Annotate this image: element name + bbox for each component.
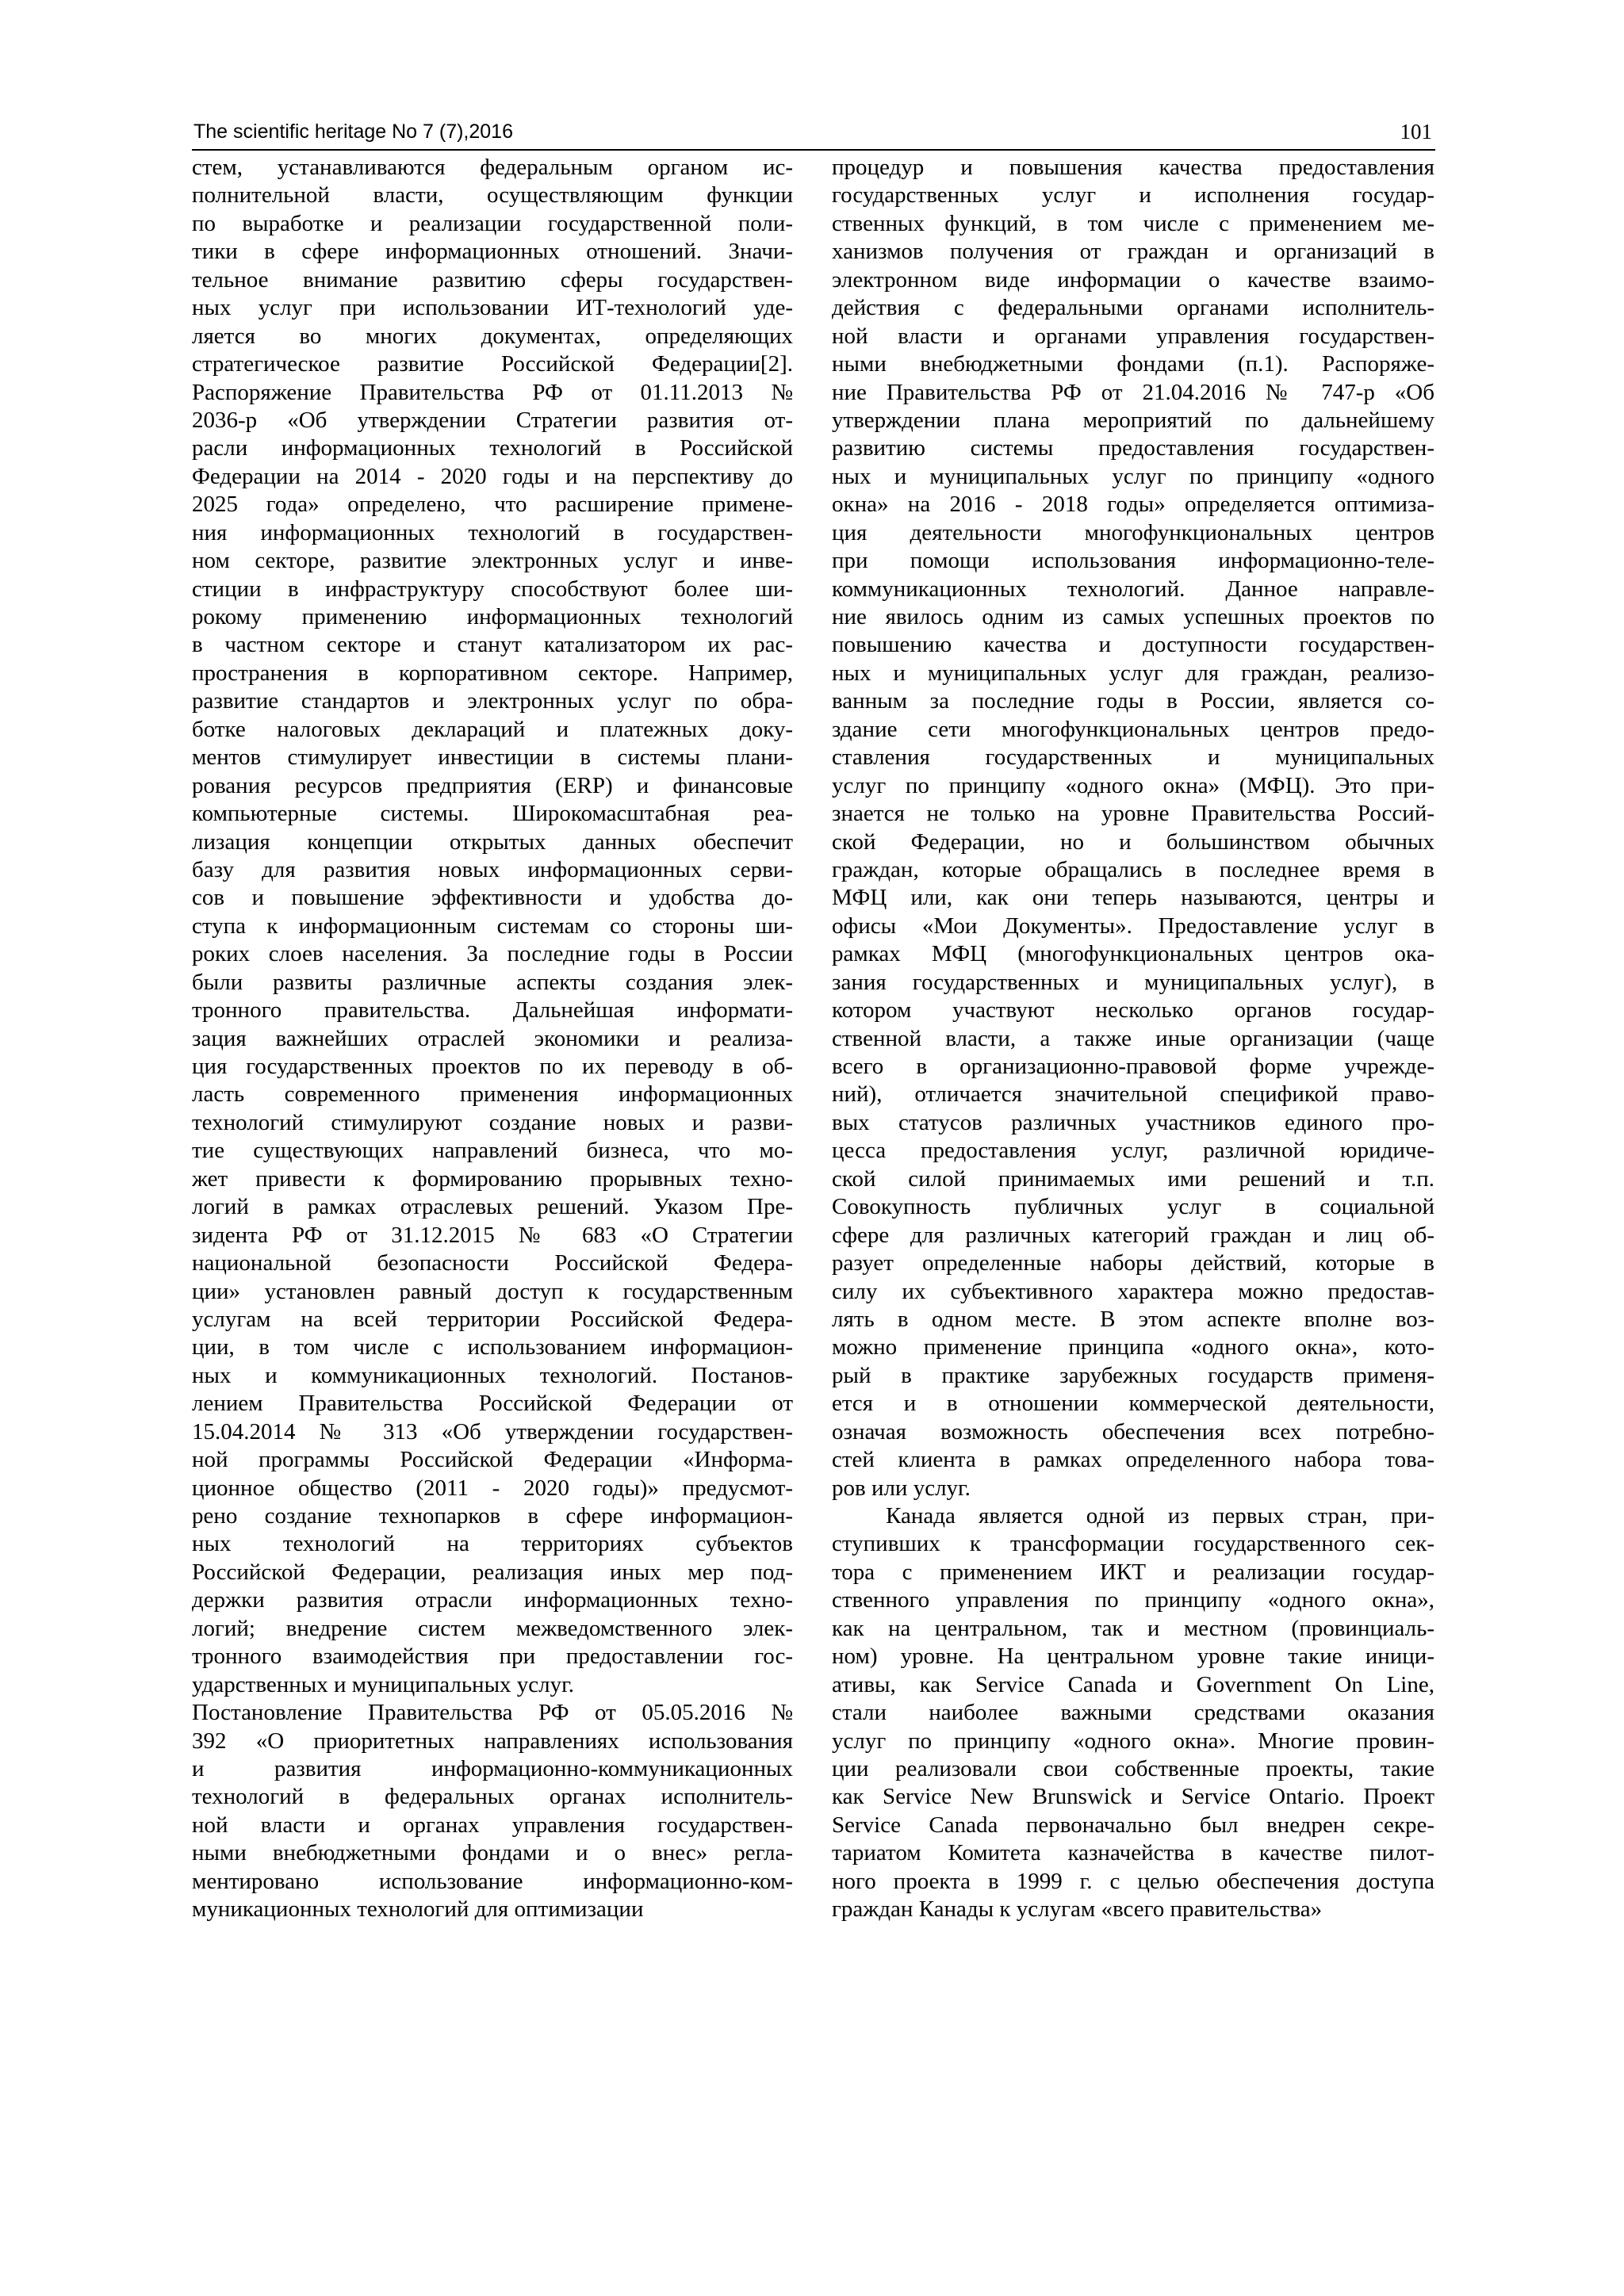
text-line: процедур и повышения качества предоставления	[832, 155, 1434, 180]
text-line: окна» на 2016 - 2018 годы» определяется оптимиза-	[832, 492, 1434, 518]
text-line: граждан Канады к услугам «всего правительства»	[832, 1896, 1323, 1923]
text-line: ной власти и органах управления государствен-	[192, 1812, 793, 1838]
text-line: Совокупность публичных услуг в социальной	[832, 1194, 1434, 1220]
text-line: в частном секторе и станут катализатором их рас-	[192, 632, 793, 658]
text-line: ном) уровне. На центральном уровне такие иници-	[832, 1644, 1434, 1670]
text-line: расли информационных технологий в Российской	[192, 435, 793, 461]
text-line: как на центральном, так и местном (провинциаль-	[832, 1615, 1434, 1641]
text-line: стратегическое развитие Российской Федерации[2].	[192, 351, 793, 377]
text-line: зация важнейших отраслей экономики и реализа-	[192, 1025, 793, 1051]
text-line: пространения в корпоративном секторе. Например,	[192, 660, 793, 686]
text-line: лизация концепции открытых данных обеспечит	[192, 828, 793, 855]
text-line: вых статусов различных участников единого про-	[832, 1109, 1434, 1135]
text-line: жет привести к формированию прорывных техно-	[192, 1165, 793, 1192]
text-line: как Service New Brunswick и Service Ontario. Проект	[832, 1784, 1434, 1810]
text-line: ных услуг при использовании ИТ-технологий уде-	[192, 295, 793, 321]
text-line: технологий стимулируют создание новых и разви-	[192, 1109, 793, 1135]
text-line: роких слоев населения. За последние годы в России	[192, 941, 793, 967]
text-line: ственной власти, а также иные организации (чаще	[832, 1025, 1434, 1051]
text-line: ативы, как Service Canada и Government On Line,	[832, 1671, 1434, 1697]
text-line: муникационных технологий для оптимизации	[192, 1896, 644, 1923]
text-line: ными внебюджетными фондами и о внес» регла-	[192, 1840, 793, 1866]
text-line: технологий в федеральных органах исполнитель-	[192, 1784, 793, 1810]
text-line: лением Правительства Российской Федерации от	[192, 1391, 793, 1417]
text-line: базу для развития новых информационных серви-	[192, 856, 793, 882]
text-line: ментировано использование информационно-ком-	[192, 1868, 793, 1894]
text-line: ция государственных проектов по их переводу в об-	[192, 1054, 793, 1079]
text-line: национальной безопасности Российской Федера-	[192, 1250, 793, 1276]
text-line: Российской Федерации, реализация иных мер под-	[192, 1559, 793, 1585]
text-line: ние явилось одним из самых успешных проектов по	[832, 604, 1434, 629]
text-line: услугам на всей территории Российской Федера-	[192, 1306, 793, 1332]
text-line: тронного правительства. Дальнейшая информати-	[192, 997, 793, 1024]
text-line: ции» установлен равный доступ к государственным	[192, 1278, 793, 1304]
text-line: стали наиболее важными средствами оказания	[832, 1700, 1434, 1726]
text-line: держки развития отрасли информационных техно-	[192, 1587, 793, 1613]
text-line: ном секторе, развитие электронных услуг и инве-	[192, 548, 793, 574]
text-line: 15.04.2014 № 313 «Об утверждении государствен-	[192, 1418, 793, 1445]
text-line: ционное общество (2011 - 2020 годы)» предусмот-	[192, 1475, 793, 1501]
text-line: рый в практике зарубежных государств применя-	[832, 1362, 1434, 1388]
text-line: тие существующих направлений бизнеса, что мо-	[192, 1138, 793, 1164]
text-line: зидента РФ от 31.12.2015 № 683 «О Стратегии	[192, 1222, 793, 1248]
text-line: ласть современного применения информационных	[192, 1081, 793, 1108]
text-line: ных и коммуникационных технологий. Постанов-	[192, 1362, 793, 1388]
text-line: развитие стандартов и электронных услуг по обра-	[192, 688, 793, 714]
text-line: Постановление Правительства РФ от 05.05.2016 №	[192, 1700, 793, 1726]
text-line: полнительной власти, осуществляющим функции	[192, 182, 793, 209]
text-line: силу их субъективного характера можно предостав-	[832, 1278, 1434, 1304]
text-line: ными внебюджетными фондами (п.1). Распоряже-	[832, 351, 1434, 377]
text-line: при помощи использования информационно-теле-	[832, 548, 1434, 574]
text-line: услуг по принципу «одного окна» (МФЦ). Это при-	[832, 772, 1434, 798]
text-line: тариатом Комитета казначейства в качестве пилот-	[832, 1840, 1434, 1866]
text-line: логий; внедрение систем межведомственного элек-	[192, 1615, 793, 1641]
text-line: котором участвуют несколько органов государ-	[832, 997, 1434, 1024]
text-line: ется и в отношении коммерческой деятельности,	[832, 1391, 1434, 1417]
text-line: 2025 года» определено, что расширение примене-	[192, 492, 793, 518]
text-line: разует определенные наборы действий, которые в	[832, 1250, 1434, 1276]
text-line: 2036-р «Об утверждении Стратегии развития от-	[192, 407, 793, 433]
text-line: повышению качества и доступности государствен-	[832, 632, 1434, 658]
text-line: ляется во многих документах, определяющих	[192, 323, 793, 349]
text-line: сов и повышение эффективности и удобства до-	[192, 885, 793, 911]
text-line: ской силой принимаемых ими решений и т.п.	[832, 1165, 1434, 1192]
text-line: можно применение принципа «одного окна», кото-	[832, 1334, 1434, 1360]
text-line: МФЦ или, как они теперь называются, центры и	[832, 885, 1434, 911]
text-line: рования ресурсов предприятия (ERP) и финансовые	[192, 772, 793, 798]
text-line: ственных функций, в том числе с применением ме-	[832, 210, 1434, 236]
text-line: государственных услуг и исполнения государ-	[832, 182, 1434, 209]
text-line: ственного управления по принципу «одного окна»,	[832, 1587, 1434, 1613]
text-line: были развиты различные аспекты создания элек-	[192, 969, 793, 995]
text-line: ных и муниципальных услуг для граждан, реализо-	[832, 660, 1434, 686]
text-line: 392 «О приоритетных направлениях использования	[192, 1728, 793, 1754]
text-line: ной программы Российской Федерации «Информа-	[192, 1447, 793, 1473]
text-line: означая возможность обеспечения всех потребно-	[832, 1418, 1434, 1445]
text-line: офисы «Мои Документы». Предоставление услуг в	[832, 913, 1434, 939]
text-line: и развития информационно-коммуникационных	[192, 1755, 793, 1781]
text-line: сфере для различных категорий граждан и лиц об-	[832, 1222, 1434, 1248]
text-line: ставления государственных и муниципальных	[832, 744, 1434, 771]
text-line: Федерации на 2014 - 2020 годы и на перспективу до	[192, 463, 793, 489]
text-line: Распоряжение Правительства РФ от 01.11.2013 №	[192, 379, 793, 405]
journal-title: The scientific heritage No 7 (7),2016	[193, 121, 513, 143]
text-line: рамках МФЦ (многофункциональных центров ока-	[832, 941, 1434, 967]
text-line: знается не только на уровне Правительства Россий-	[832, 801, 1434, 827]
text-line: стей клиента в рамках определенного набора това-	[832, 1447, 1434, 1473]
text-line: логий в рамках отраслевых решений. Указом Пре-	[192, 1194, 793, 1220]
text-line: услуг по принципу «одного окна». Многие провин-	[832, 1728, 1434, 1754]
text-line: ции реализовали свои собственные проекты, такие	[832, 1755, 1434, 1781]
text-line: ботке налоговых деклараций и платежных доку-	[192, 716, 793, 742]
text-line: зания государственных и муниципальных услуг), в	[832, 969, 1434, 995]
page-header	[192, 117, 1435, 151]
text-line: ния информационных технологий в государствен-	[192, 519, 793, 545]
text-line: коммуникационных технологий. Данное направле-	[832, 576, 1434, 602]
text-line: ударственных и муниципальных услуг.	[192, 1671, 575, 1697]
text-line: развитию системы предоставления государствен-	[832, 435, 1434, 461]
left-text-column	[192, 154, 793, 1924]
text-line: стем, устанавливаются федеральным органом ис-	[192, 155, 793, 180]
text-line: утверждении плана мероприятий по дальнейшему	[832, 407, 1434, 433]
text-line: ция деятельности многофункциональных центров	[832, 519, 1434, 545]
text-line: здание сети многофункциональных центров предо-	[832, 716, 1434, 742]
text-line: стиции в инфраструктуру способствуют более ши-	[192, 576, 793, 602]
text-line: Service Canada первоначально был внедрен секре-	[832, 1812, 1434, 1838]
text-line: ний), отличается значительной спецификой право-	[832, 1081, 1434, 1108]
text-line: электронном виде информации о качестве взаимо-	[832, 266, 1434, 293]
text-line: ных технологий на территориях субъектов	[192, 1531, 793, 1557]
text-line: ние Правительства РФ от 21.04.2016 № 747-р «Об	[832, 379, 1434, 405]
text-line: ской Федерации, но и большинством обычных	[832, 828, 1434, 855]
text-line: лять в одном месте. В этом аспекте вполне воз-	[832, 1306, 1434, 1332]
text-line: по выработке и реализации государственной поли-	[192, 210, 793, 236]
text-line: ной власти и органами управления государствен-	[832, 323, 1434, 349]
text-line: ступивших к трансформации государственного сек-	[832, 1531, 1434, 1557]
text-line: ванным за последние годы в России, является со-	[832, 688, 1434, 714]
page-number: 101	[1400, 120, 1432, 144]
text-line: всего в организационно-правовой форме учрежде-	[832, 1054, 1434, 1079]
text-line: ступа к информационным системам со стороны ши-	[192, 913, 793, 939]
text-line: Канада является одной из первых стран, при-	[886, 1503, 1434, 1529]
text-line: граждан, которые обращались в последнее время в	[832, 856, 1434, 882]
text-line: ханизмов получения от граждан и организаций в	[832, 239, 1434, 265]
text-line: тора с применением ИКТ и реализации государ-	[832, 1559, 1434, 1585]
text-line: действия с федеральными органами исполнитель-	[832, 295, 1434, 321]
text-line: рено создание технопарков в сфере информацион-	[192, 1503, 793, 1529]
text-line: тронного взаимодействия при предоставлении гос-	[192, 1644, 793, 1670]
text-line: ров или услуг.	[832, 1475, 971, 1501]
text-line: ных и муниципальных услуг по принципу «одного	[832, 463, 1434, 489]
text-line: тельное внимание развитию сферы государствен-	[192, 266, 793, 293]
text-line: ного проекта в 1999 г. с целью обеспечения доступа	[832, 1868, 1434, 1894]
text-line: ментов стимулирует инвестиции в системы плани-	[192, 744, 793, 771]
text-line: цесса предоставления услуг, различной юридиче-	[832, 1138, 1434, 1164]
text-line: ции, в том числе с использованием информацион-	[192, 1334, 793, 1360]
right-text-column	[832, 154, 1434, 1924]
text-line: тики в сфере информационных отношений. Значи-	[192, 239, 793, 265]
text-line: компьютерные системы. Широкомасштабная реа-	[192, 801, 793, 827]
text-line: рокому применению информационных технологий	[192, 604, 793, 629]
